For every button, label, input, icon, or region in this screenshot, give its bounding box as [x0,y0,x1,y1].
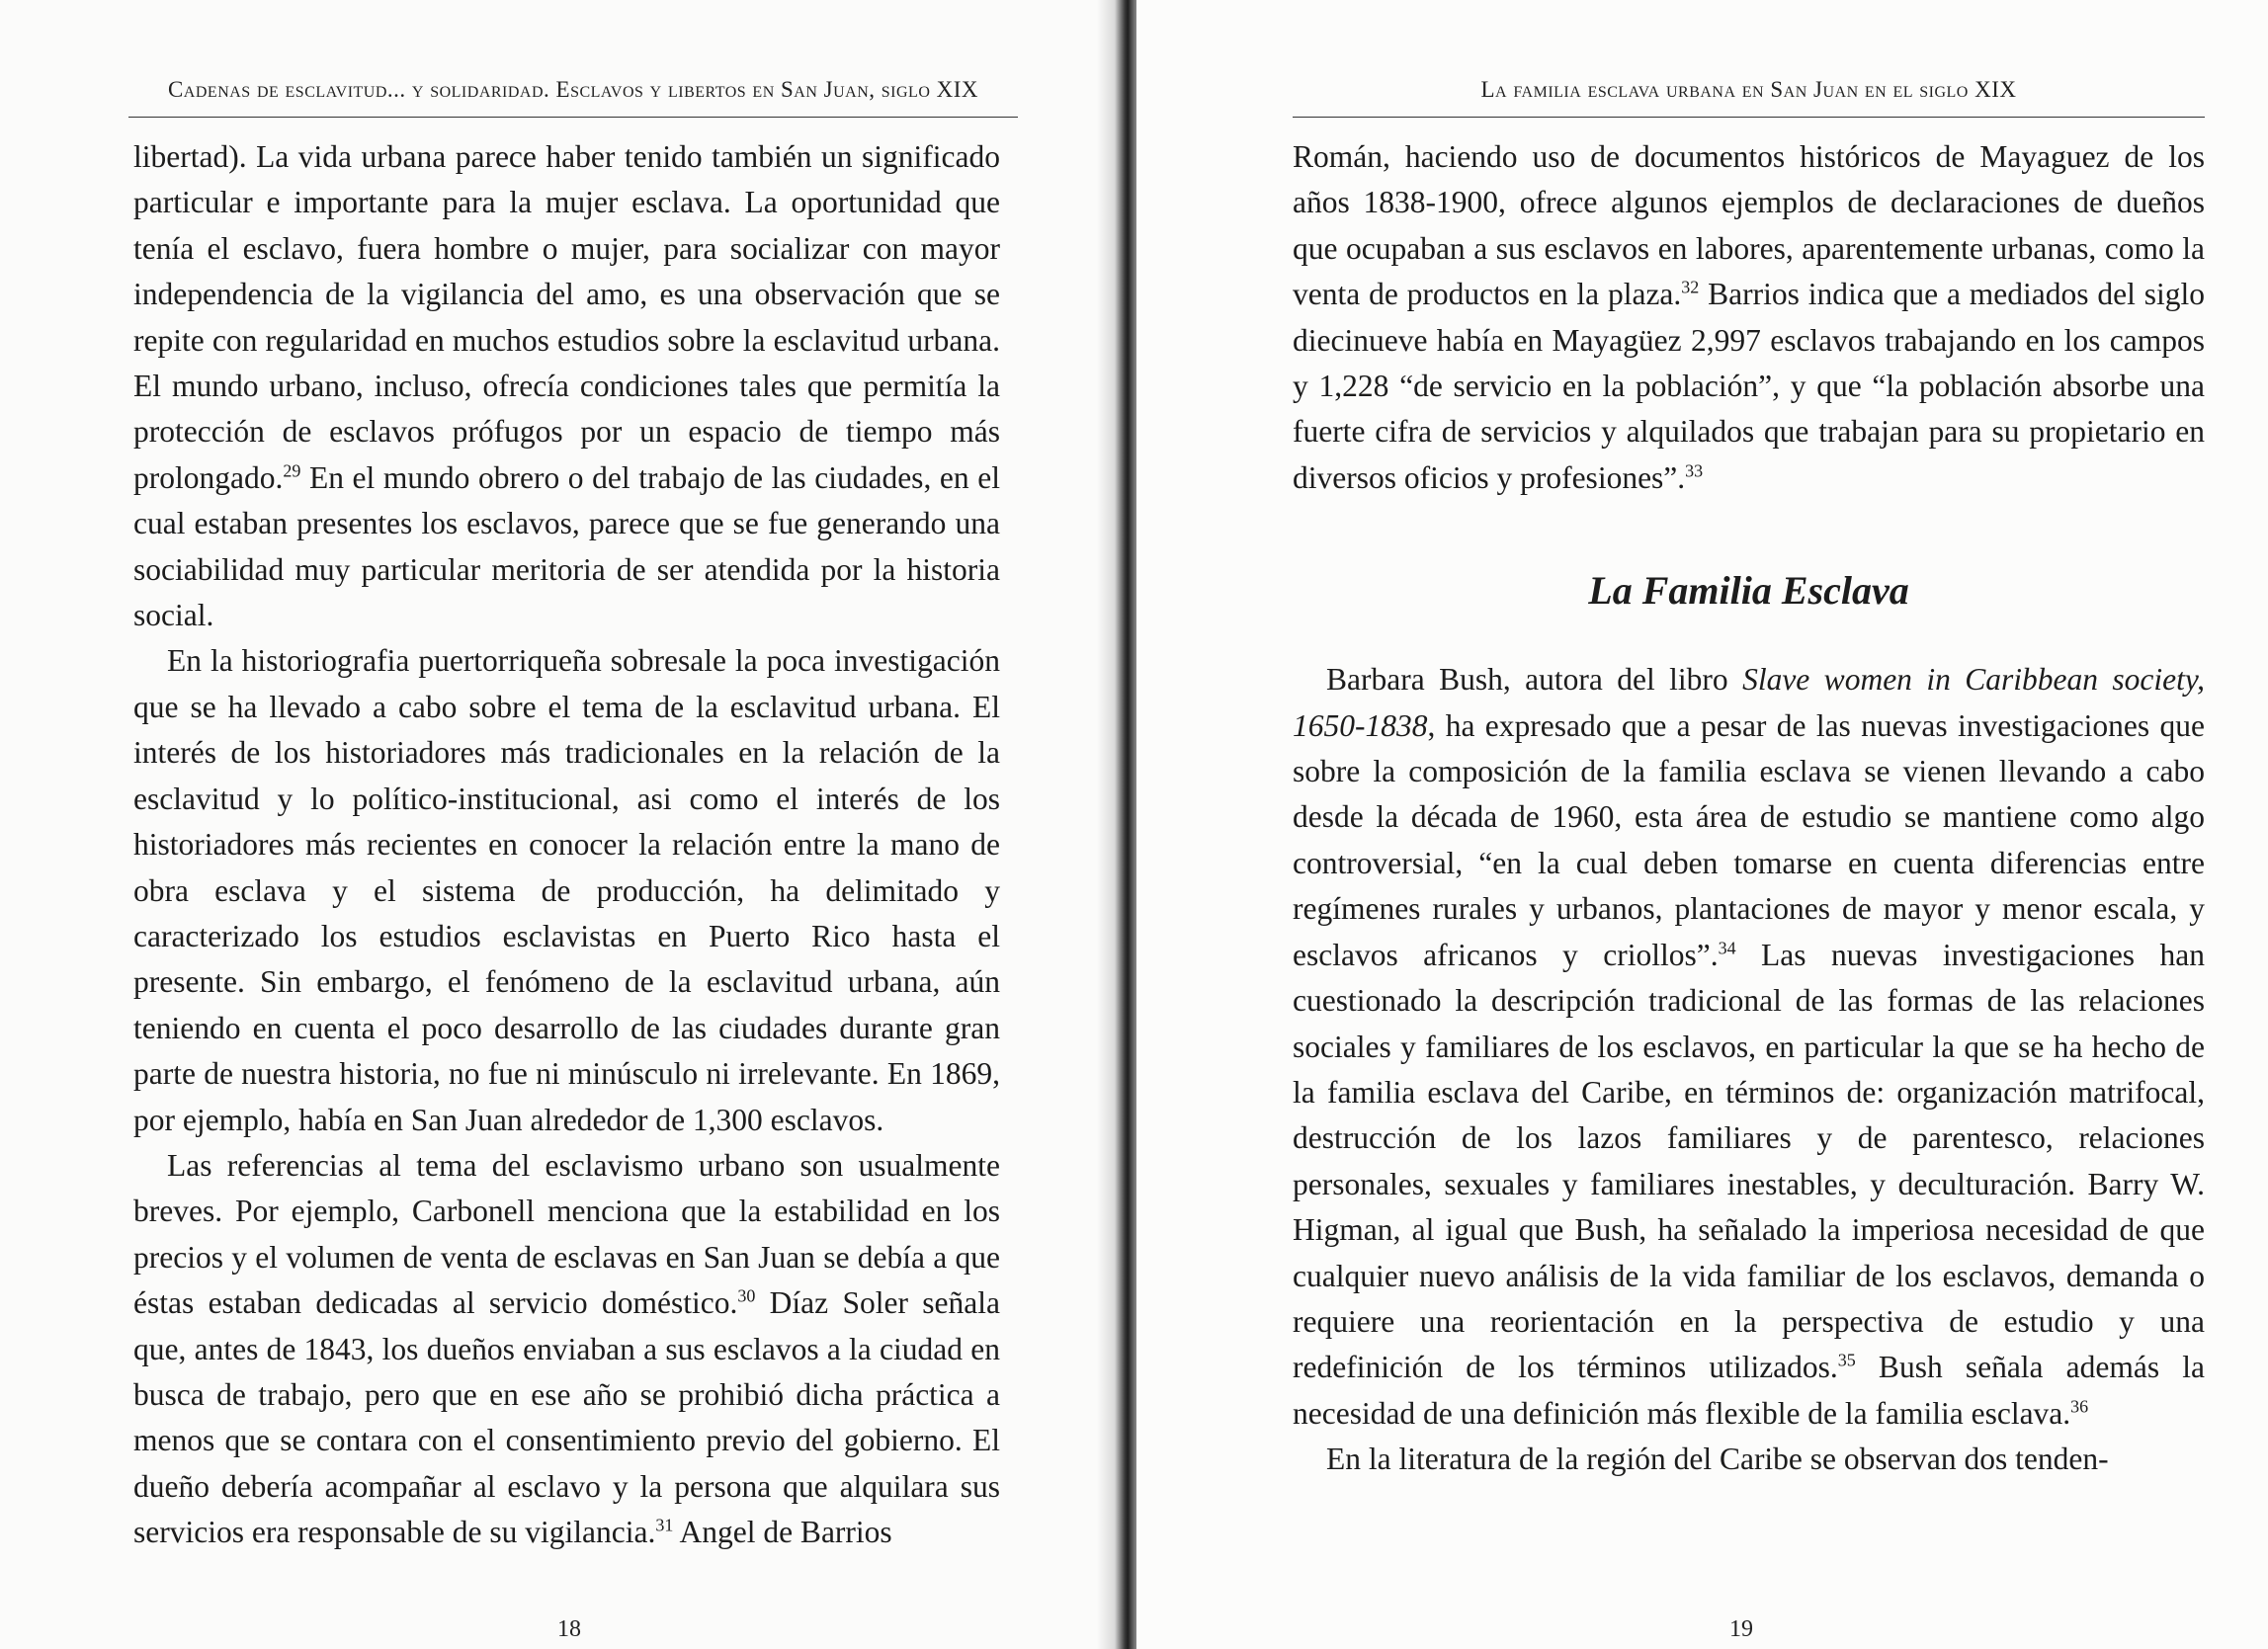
running-head-right: La familia esclava urbana en San Juan en el siglo XIX [1293,77,2205,118]
text-run: , ha expresado que a pesar de las nuevas investigaciones que sobre la composición de la familia esclava se vienen llevando a cabo desde la década de 1960, esta área de estudio se mantiene como algo controversial, “en la cual deben tomarse en cuenta diferencias entre regímenes rurales y urbanos, plantaciones de mayor y menor escala, y esclavos africanos y criollos”. [1293,707,2205,972]
text-run: Las nuevas investigaciones han cuestionado la descripción tradicional de las formas de las relaciones sociales y familiares de los esclavos, en particular la que se ha hecho de la familia esclava del Caribe, en términos de: organización matrifocal, destrucción de los lazos familiares y de parentesco, relaciones personales, sexuales y familiares inestables, y deculturación. Barry W. Higman, al igual que Bush, ha señalado la imperiosa necesidad de que cualquier nuevo análisis de la vida familiar de los esclavos, demanda o requiere una reorientación en la perspectiva de estudio y una redefinición de los términos utilizados. [1293,937,2205,1385]
right-paragraphs-top [1293,134,2205,501]
right-paragraphs-bottom [1293,657,2205,1482]
text-run: Barrios indica que a mediados del siglo diecinueve había en Mayagüez 2,997 esclavos trabajando en los campos y 1,228 “de servicio en la población”, y que “la población absorbe una fuerte cifra de servicios y alquilados que trabajan para su propietario en diversos oficios y profesiones”. [1293,277,2205,495]
footnote-ref: 30 [737,1285,756,1306]
footnote-ref: 33 [1685,460,1704,481]
paragraph [1293,657,2205,1437]
text-run: Díaz Soler señala que, antes de 1843, los dueños enviaban a sus esclavos a la ciudad en busca de trabajo, pero que en ese año se prohibió dicha práctica a menos que se contara con el consentimiento previo del gobierno. El dueño debería acompañar al esclavo y la persona que alquilara sus servicios era responsable de su vigilancia. [133,1285,1000,1550]
text-run: En la historiografia puertorriqueña sobresale la poca investigación que se ha llevado a cabo sobre el tema de la esclavitud urbana. El interés de los historiadores más tradicionales en la relación de la esclavitud y lo político-institucional, asi como el interés de los historiadores más recientes en conocer la relación entre la mano de obra esclava y el sistema de producción, ha delimitado y caracterizado los estudios esclavistas en Puerto Rico hasta el presente. Sin embargo, el fenómeno de la esclavitud urbana, aún teniendo en cuenta el poco desarrollo de las ciudades durante gran parte de nuestra historia, no fue ni minúsculo ni irrelevante. En 1869, por ejemplo, había en San Juan alrededor de 1,300 esclavos. [133,643,1000,1137]
page-number-left: 18 [557,1616,581,1642]
right-page [1136,0,2268,1649]
left-paragraphs [133,134,1000,1556]
book-title-italic: Slave women in Caribbean society, 1650-1838 [1293,662,2205,743]
paragraph [133,1143,1000,1556]
text-run: En el mundo obrero o del trabajo de las ciudades, en el cual estaban presentes los esclavos, parece que se fue generando una sociabilidad muy particular meritoria de ser atendida por la historia social. [133,459,1000,633]
section-heading: La Familia Esclava [1588,568,1909,614]
right-body-text [1293,134,2205,1483]
text-run: Barbara Bush, autora del libro [1326,662,1743,698]
footnote-ref: 31 [655,1515,674,1535]
text-run: libertad). La vida urbana parece haber tenido también un significado particular e importante para la mujer esclava. La oportunidad que tenía el esclavo, fuera hombre o mujer, para socializar con mayor independencia de la vigilancia del amo, es una observación que se repite con regularidad en muchos estudios sobre la esclavitud urbana. El mundo urbano, incluso, ofrecía condiciones tales que permitía la protección de esclavos prófugos por un espacio de tiempo más prolongado. [133,139,1000,495]
text-run: En la literatura de la región del Caribe se observan dos tenden- [1326,1442,2109,1477]
left-page [0,0,1117,1649]
page-number-right: 19 [1729,1616,1753,1642]
footnote-ref: 34 [1718,938,1736,958]
text-run: Bush señala además la necesidad de una definición más flexible de la familia esclava. [1293,1350,2205,1431]
footnote-ref: 29 [283,460,301,481]
paragraph [1293,134,2205,501]
left-body-text [133,134,1000,1556]
text-run: Angel de Barrios [673,1515,892,1550]
footnote-ref: 32 [1681,277,1700,297]
footnote-ref: 35 [1837,1350,1856,1370]
paragraph [133,638,1000,1142]
text-run: Román, haciendo uso de documentos históricos de Mayaguez de los años 1838-1900, ofrece algunos ejemplos de declaraciones de dueños que ocupaban a sus esclavos en labores, aparentemente urbanas, como la venta de productos en la plaza. [1293,139,2205,312]
paragraph [133,134,1000,638]
text-run: Las referencias al tema del esclavismo urbano son usualmente breves. Por ejemplo, Carbonell menciona que la estabilidad en los precios y el volumen de venta de esclavas en San Juan se debía a que éstas estaban dedicadas al servicio doméstico. [133,1147,1000,1321]
running-head-left: Cadenas de esclavitud... y solidaridad. Esclavos y libertos en San Juan, siglo XIX [128,77,1018,118]
footnote-ref: 36 [2070,1396,2089,1417]
paragraph [1293,1437,2205,1482]
